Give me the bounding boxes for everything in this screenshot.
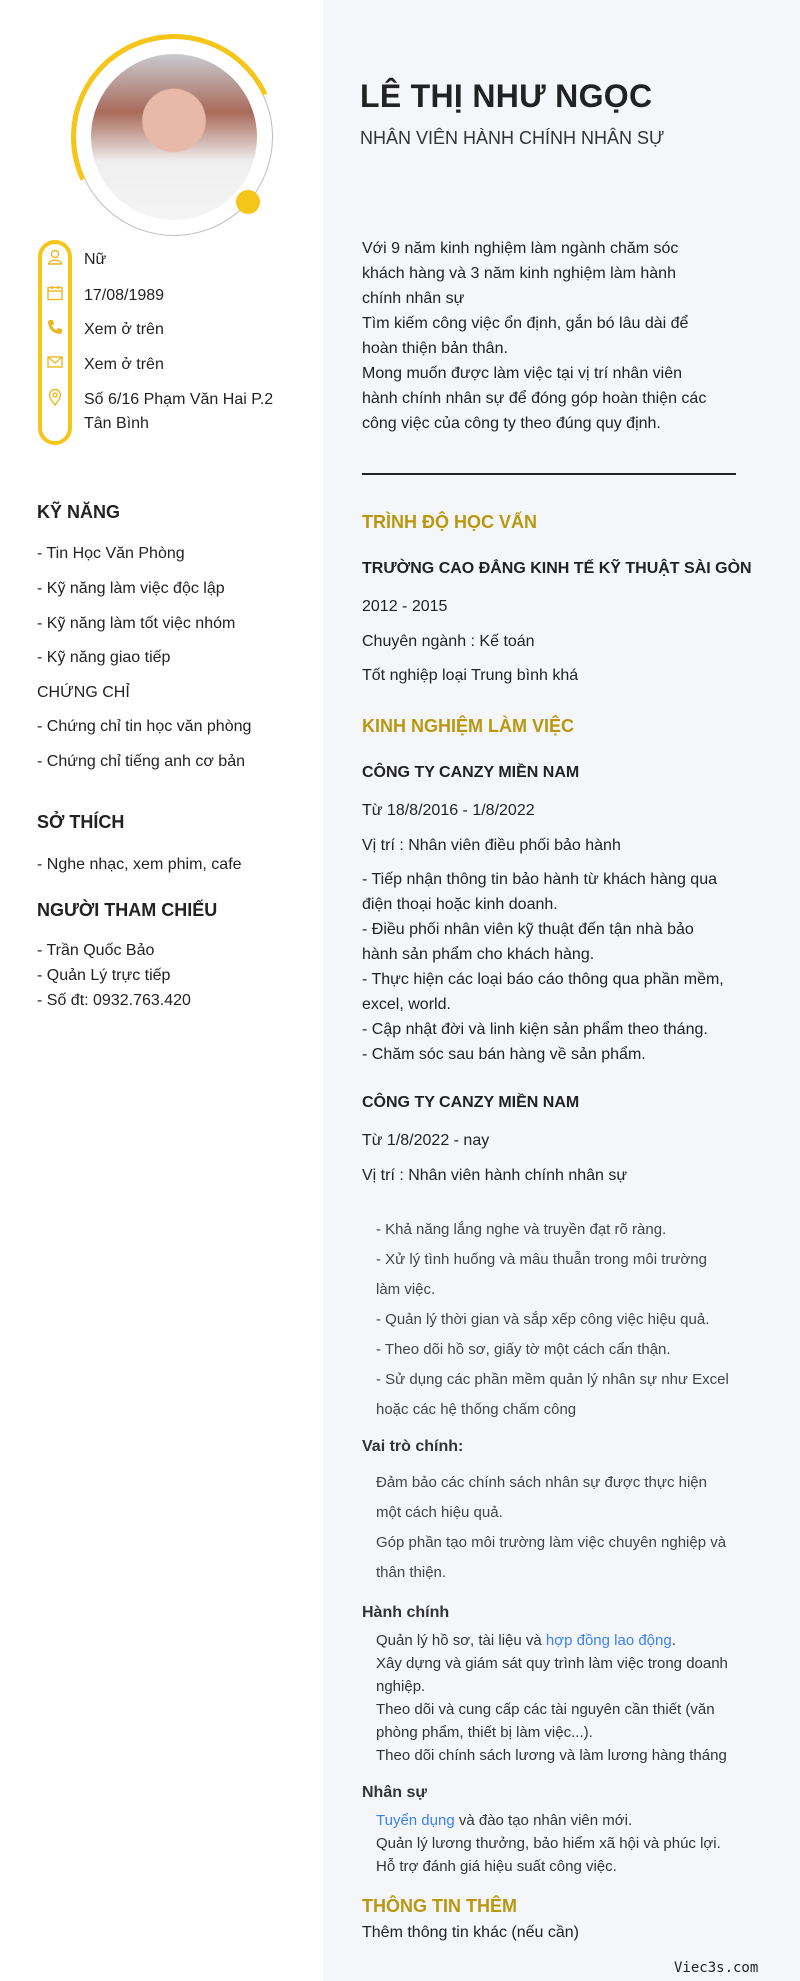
hr-heading: Nhân sự bbox=[362, 1784, 427, 1801]
duty-line: - Thực hiện các loại báo cáo thông qua phần mềm, bbox=[362, 971, 724, 988]
admin-line bbox=[376, 1629, 766, 1652]
reference-item: - Trần Quốc Bảo bbox=[37, 942, 155, 959]
calendar-icon bbox=[44, 284, 66, 306]
hr-line: Hỗ trợ đánh giá hiệu suất công việc. bbox=[376, 1858, 617, 1875]
extra-info-text: Thêm thông tin khác (nếu cần) bbox=[362, 1924, 580, 1941]
duty-line: - Xử lý tình huống và mâu thuẫn trong môi trường bbox=[376, 1251, 707, 1268]
intro-line: Mong muốn được làm việc tại vị trí nhân viên bbox=[362, 365, 683, 382]
certificate-item: - Chứng chỉ tin học văn phòng bbox=[37, 718, 252, 735]
experience-heading: KINH NGHIỆM LÀM VIỆC bbox=[362, 716, 575, 736]
duty-line: excel, world. bbox=[362, 996, 451, 1013]
admin-line: nghiệp. bbox=[376, 1678, 426, 1695]
duty-line: - Cập nhật đời và linh kiện sản phẩm theo tháng. bbox=[362, 1021, 708, 1038]
skill-item: - Tin Học Văn Phòng bbox=[37, 545, 185, 562]
extra-info-heading: THÔNG TIN THÊM bbox=[362, 1896, 517, 1916]
job-duties bbox=[376, 1215, 766, 1425]
duty-line: - Khả năng lắng nghe và truyền đạt rõ ràng. bbox=[376, 1221, 667, 1238]
section-divider bbox=[362, 473, 736, 475]
reference-item: - Quản Lý trực tiếp bbox=[37, 967, 171, 984]
hr-list bbox=[376, 1809, 766, 1878]
hr-line bbox=[376, 1809, 766, 1832]
mail-icon bbox=[44, 353, 66, 375]
role-line: Đảm bảo các chính sách nhân sự được thực hiện bbox=[376, 1474, 707, 1491]
certificate-item: - Chứng chỉ tiếng anh cơ bản bbox=[37, 753, 245, 770]
user-icon bbox=[44, 248, 66, 270]
intro-line: chính nhân sự bbox=[362, 290, 465, 307]
reference-item: - Số đt: 0932.763.420 bbox=[37, 992, 191, 1009]
education-major: Chuyên ngành : Kế toán bbox=[362, 633, 535, 650]
job-company: CÔNG TY CANZY MIỀN NAM bbox=[362, 764, 580, 781]
contact-icon-rail bbox=[38, 240, 72, 445]
job-period: Từ 1/8/2022 - nay bbox=[362, 1132, 490, 1149]
duty-line: - Theo dõi hồ sơ, giấy tờ một cách cẩn thận. bbox=[376, 1341, 671, 1358]
role-line: thân thiện. bbox=[376, 1564, 447, 1581]
hr-line-text: và đào tạo nhân viên mới. bbox=[454, 1812, 633, 1829]
contact-phone: Xem ở trên bbox=[84, 321, 164, 338]
candidate-title: NHÂN VIÊN HÀNH CHÍNH NHÂN SỰ bbox=[360, 128, 665, 148]
watermark: Viec3s.com bbox=[674, 1960, 759, 1976]
skill-item: - Kỹ năng làm việc độc lập bbox=[37, 580, 225, 597]
job-period: Từ 18/8/2016 - 1/8/2022 bbox=[362, 802, 535, 819]
duty-line: - Chăm sóc sau bán hàng về sản phẩm. bbox=[362, 1046, 646, 1063]
intro-line: hành chính nhân sự để đóng góp hoàn thiện các bbox=[362, 390, 707, 407]
avatar-accent-dot bbox=[236, 190, 260, 214]
school-name: TRƯỜNG CAO ĐẲNG KINH TẾ KỸ THUẬT SÀI GÒN bbox=[362, 560, 752, 577]
duty-line: - Quản lý thời gian và sắp xếp công việc hiệu quả. bbox=[376, 1311, 710, 1328]
job-position: Vị trí : Nhân viên điều phối bảo hành bbox=[362, 837, 621, 854]
education-heading: TRÌNH ĐỘ HỌC VẤN bbox=[362, 512, 537, 532]
skills-heading: KỸ NĂNG bbox=[37, 502, 121, 522]
admin-line: Xây dựng và giám sát quy trình làm việc trong doanh bbox=[376, 1655, 728, 1672]
roles-list bbox=[376, 1468, 766, 1588]
contact-email: Xem ở trên bbox=[84, 356, 164, 373]
reference-heading: NGƯỜI THAM CHIẾU bbox=[37, 900, 218, 920]
intro-line: Với 9 năm kinh nghiệm làm ngành chăm sóc bbox=[362, 240, 679, 257]
hr-line: Quản lý lương thưởng, bảo hiểm xã hội và phúc lợi. bbox=[376, 1835, 721, 1852]
hobby-item: - Nghe nhạc, xem phim, cafe bbox=[37, 856, 242, 873]
duty-line: hoặc các hệ thống chấm công bbox=[376, 1401, 577, 1418]
duty-line: - Sử dụng các phần mềm quản lý nhân sự như Excel bbox=[376, 1371, 729, 1388]
admin-line: Theo dõi và cung cấp các tài nguyên cần thiết (văn bbox=[376, 1701, 715, 1718]
education-years: 2012 - 2015 bbox=[362, 598, 448, 615]
intro-line: công việc của công ty theo đúng quy định. bbox=[362, 415, 661, 432]
intro-line: Tìm kiếm công việc ổn định, gắn bó lâu dài để bbox=[362, 315, 689, 332]
contact-address-line1: Số 6/16 Phạm Văn Hai P.2 bbox=[84, 391, 274, 408]
candidate-name: LÊ THỊ NHƯ NGỌC bbox=[360, 78, 653, 114]
admin-line: Theo dõi chính sách lương và làm lương hàng tháng bbox=[376, 1747, 727, 1764]
admin-heading: Hành chính bbox=[362, 1604, 450, 1621]
roles-heading: Vai trò chính: bbox=[362, 1438, 464, 1455]
contact-address-line2: Tân Bình bbox=[84, 415, 149, 432]
role-line: một cách hiệu quả. bbox=[376, 1504, 503, 1521]
job-company: CÔNG TY CANZY MIỀN NAM bbox=[362, 1094, 580, 1111]
contact-birthdate: 17/08/1989 bbox=[84, 287, 165, 304]
job-position: Vị trí : Nhân viên hành chính nhân sự bbox=[362, 1167, 628, 1184]
duty-line: - Điều phối nhân viên kỹ thuật đến tận nhà bảo bbox=[362, 921, 694, 938]
duty-line: - Tiếp nhận thông tin bảo hành từ khách hàng qua bbox=[362, 871, 717, 888]
admin-line: phòng phẩm, thiết bị làm việc...). bbox=[376, 1724, 593, 1741]
left-column bbox=[0, 0, 323, 1981]
intro-summary bbox=[362, 236, 742, 436]
intro-line: hoàn thiện bản thân. bbox=[362, 340, 508, 357]
skill-item: - Kỹ năng làm tốt việc nhóm bbox=[37, 615, 236, 632]
job-duties bbox=[362, 867, 762, 1067]
admin-list bbox=[376, 1629, 766, 1767]
phone-icon bbox=[44, 318, 66, 340]
admin-line-suffix: . bbox=[671, 1632, 676, 1649]
intro-line: khách hàng và 3 năm kinh nghiệm làm hành bbox=[362, 265, 676, 282]
avatar bbox=[75, 38, 273, 236]
admin-line-text: Quản lý hồ sơ, tài liệu và bbox=[376, 1632, 546, 1649]
profile-photo bbox=[91, 54, 257, 220]
role-line: Góp phần tạo môi trường làm việc chuyên nghiệp và bbox=[376, 1534, 727, 1551]
hobbies-heading: SỞ THÍCH bbox=[37, 812, 125, 832]
duty-line: điện thoại hoặc kinh doanh. bbox=[362, 896, 558, 913]
certificates-heading: CHỨNG CHỈ bbox=[37, 684, 130, 701]
duty-line: làm việc. bbox=[376, 1281, 436, 1298]
duty-line: hành sản phẩm cho khách hàng. bbox=[362, 946, 595, 963]
labor-contract-link[interactable]: hợp đồng lao động bbox=[545, 1632, 672, 1649]
recruitment-link[interactable]: Tuyển dụng bbox=[376, 1812, 455, 1829]
skill-item: - Kỹ năng giao tiếp bbox=[37, 649, 171, 666]
education-grade: Tốt nghiệp loại Trung bình khá bbox=[362, 667, 579, 684]
location-pin-icon bbox=[44, 388, 66, 410]
contact-gender: Nữ bbox=[84, 251, 107, 268]
